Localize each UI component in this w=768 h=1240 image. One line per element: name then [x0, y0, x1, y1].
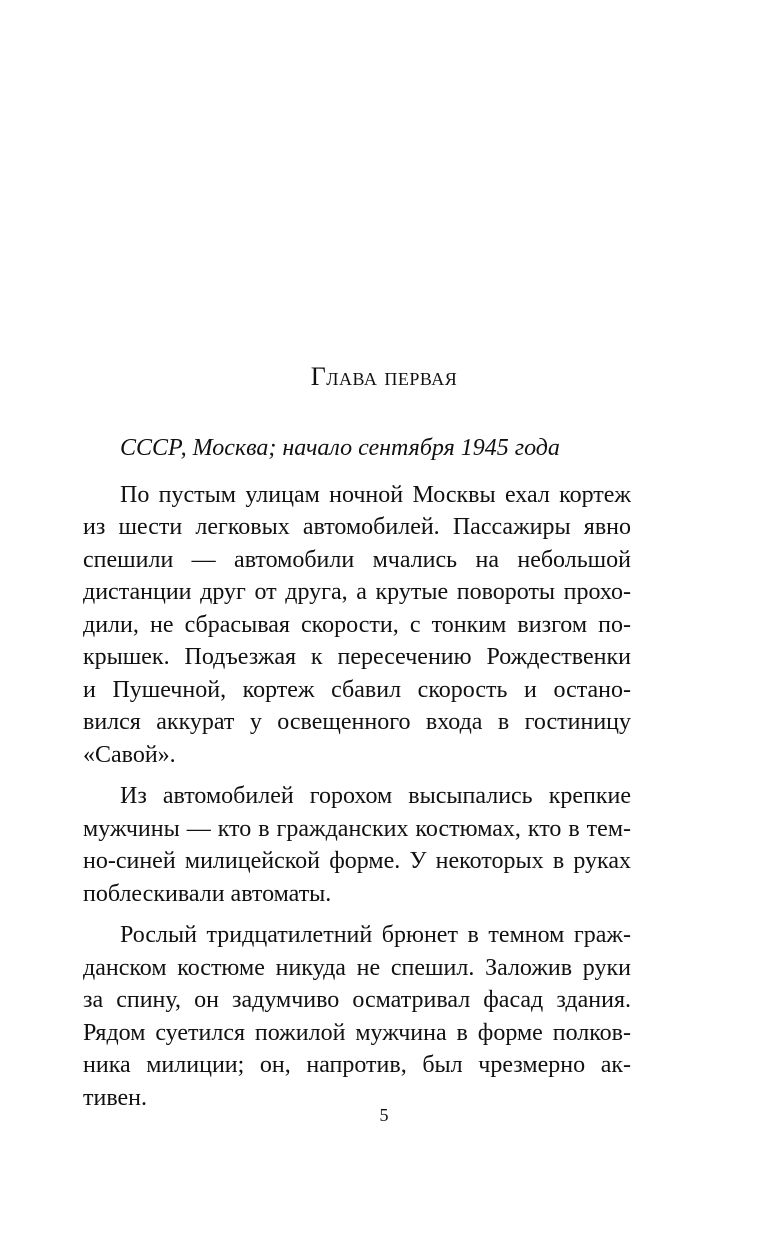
text-line: Рослый тридцатилетний брюнет в темном граж-	[120, 922, 631, 948]
text-line: данском костюме никуда не спешил. Заложив руки	[83, 954, 631, 981]
text-line: «Савой».	[83, 741, 176, 768]
text-line: Из автомобилей горохом высыпались крепкие	[120, 783, 631, 809]
text-line: но-синей милицейской форме. У некоторых в руках	[83, 848, 631, 874]
text-line: дили, не сбрасывая скорости, с тонким визгом по-	[83, 611, 631, 638]
chapter-title: Глава первая	[310, 362, 458, 391]
text-line: дистанции друг от друга, а крутые повороты прохо-	[83, 579, 631, 605]
text-line: тивен.	[83, 1084, 148, 1111]
text-line: поблескивали автоматы.	[83, 880, 332, 907]
text-line: из шести легковых автомобилей. Пассажиры явно	[83, 514, 631, 540]
text-line: за спину, он задумчиво осматривал фасад здания.	[83, 987, 631, 1013]
text-line: По пустым улицам ночной Москвы ехал кортеж	[120, 481, 631, 508]
chapter-setting: СССР, Москва; начало сентября 1945 года	[120, 435, 560, 461]
text-line: крышек. Подъезжая к пересечению Рождественки	[83, 644, 631, 670]
text-line: спешили — автомобили мчались на небольшой	[83, 546, 631, 573]
page-number: 5	[379, 1105, 389, 1125]
paragraph-1	[83, 479, 631, 772]
text-line: ника милиции; он, напротив, был чрезмерно ак-	[83, 1052, 631, 1078]
text-line: Рядом суетился пожилой мужчина в форме полков-	[83, 1019, 631, 1046]
paragraph-2	[83, 780, 631, 910]
text-line: и Пушечной, кортеж сбавил скорость и остано-	[83, 676, 631, 703]
text-block	[83, 432, 631, 1123]
text-line: мужчины — кто в гражданских костюмах, кто в тем-	[83, 815, 631, 842]
text-line: вился аккурат у освещенного входа в гостиницу	[83, 709, 631, 735]
paragraph-3	[83, 919, 631, 1114]
